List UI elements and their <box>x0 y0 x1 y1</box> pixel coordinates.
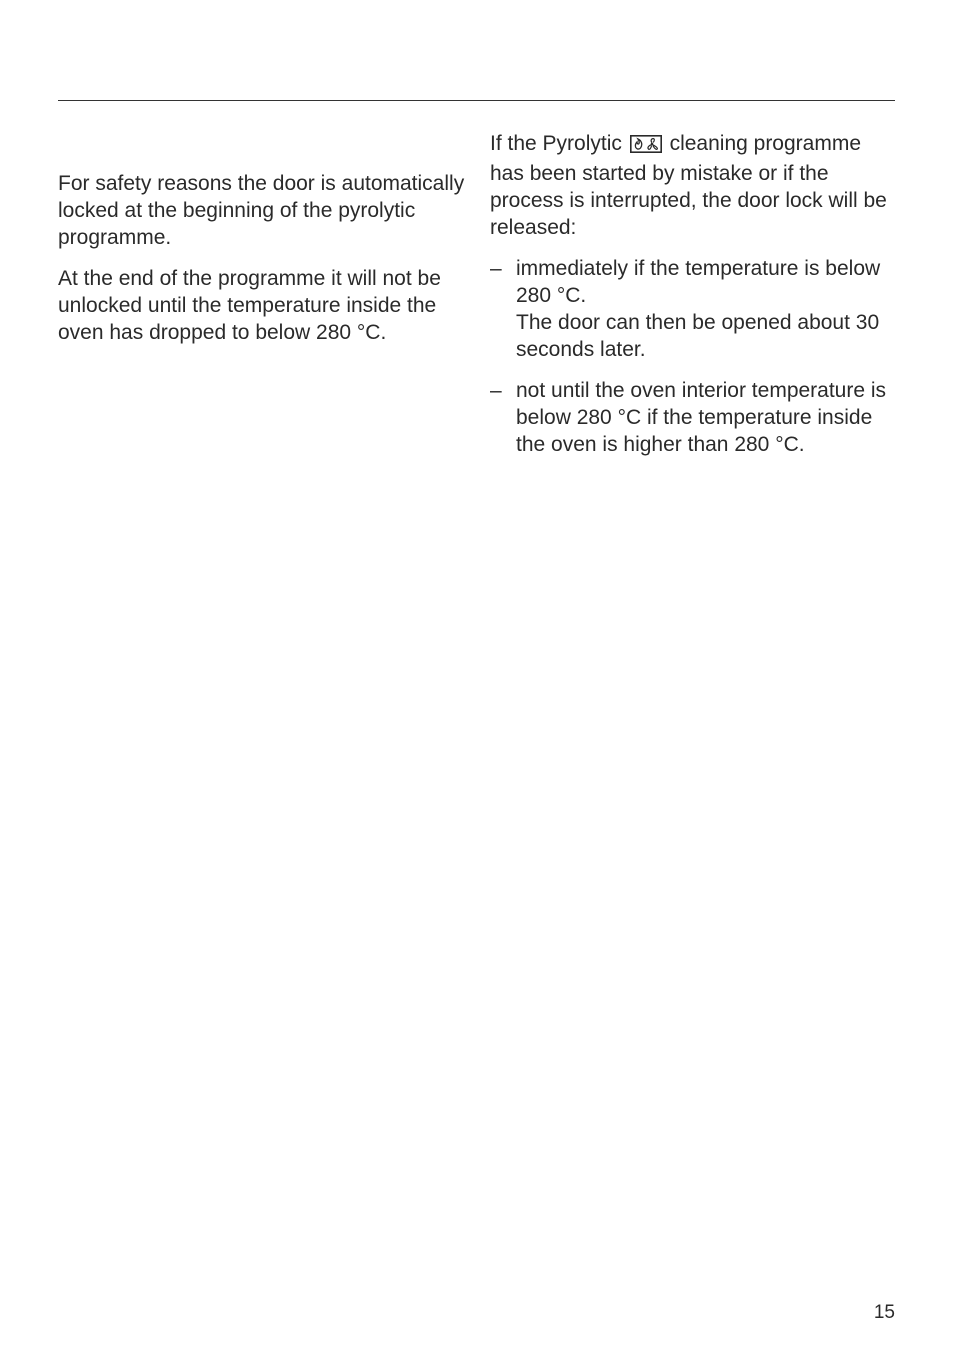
bullet-note: The door can then be opened about 30 seconds later. <box>516 311 880 361</box>
list-item <box>490 377 900 458</box>
intro-after-icon: cleaning programme has been started by mistake or if the process is interrupted, the door lock will be released: <box>490 132 887 239</box>
bullet-dash: – <box>490 257 502 280</box>
header-rule <box>58 100 895 101</box>
page-number: 15 <box>873 1302 895 1323</box>
door-lock-paragraph: For safety reasons the door is automatically locked at the beginning of the pyrolytic programme. <box>58 172 465 249</box>
pyrolytic-programme-icon <box>630 133 662 160</box>
left-column <box>58 170 470 360</box>
right-column <box>490 130 900 472</box>
bullet-text: not until the oven interior temperature is below 280 °C if the temperature inside the oven is higher than 280 °C. <box>516 379 887 456</box>
interruption-intro <box>490 130 900 241</box>
list-item <box>490 255 900 363</box>
bullet-text: immediately if the temperature is below 280 °C. <box>516 257 881 307</box>
intro-before-icon: If the Pyrolytic <box>490 132 622 155</box>
unlock-paragraph: At the end of the programme it will not be unlocked until the temperature inside the oven has dropped to below 280 °C. <box>58 267 441 344</box>
bullet-dash: – <box>490 379 502 402</box>
door-release-conditions <box>490 255 900 458</box>
